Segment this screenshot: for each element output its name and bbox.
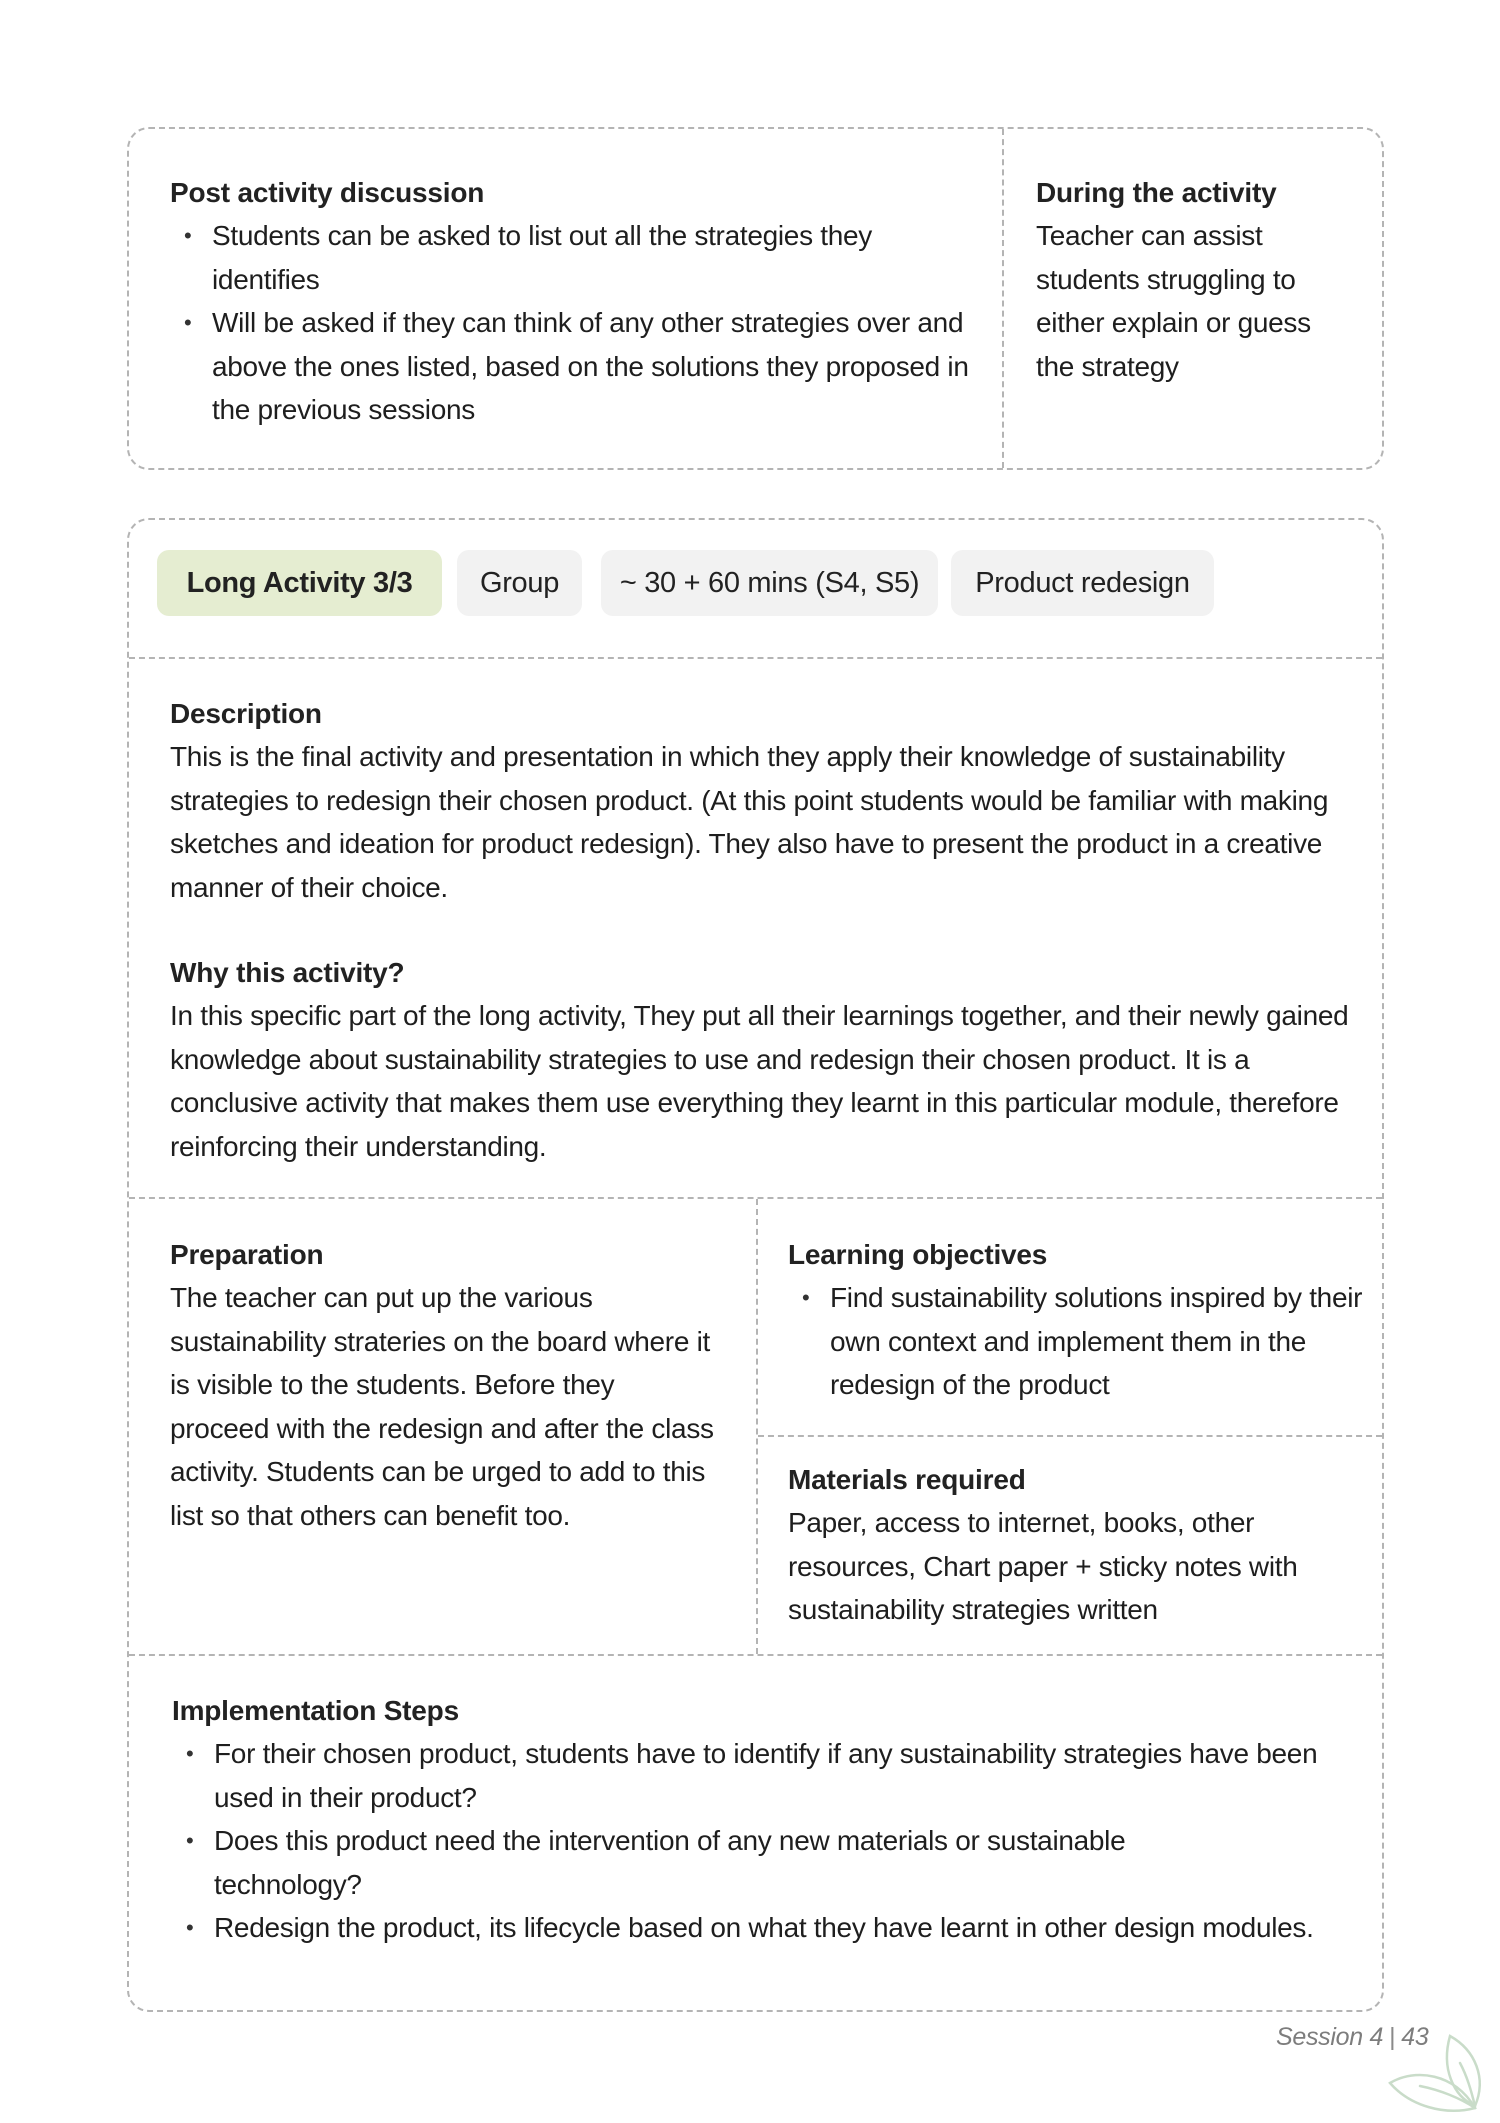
description-heading: Description xyxy=(170,698,322,729)
implementation-heading: Implementation Steps xyxy=(172,1695,459,1726)
leaf-icon xyxy=(1375,2028,1495,2118)
why-text: In this specific part of the long activity, They put all their learnings together, and their newly gained knowledge about sustainability strategies to use and redesign their chosen product. It is a conclusive activity that makes them use everything they learnt in this particular module, therefore reinforcing their understanding. xyxy=(170,1000,1349,1162)
list-item: • Redesign the product, its lifecycle based on what they have learnt in other design modules. xyxy=(172,1906,1314,1950)
topic-tag: Product redesign xyxy=(951,550,1214,616)
post-activity-list xyxy=(170,214,990,432)
implementation-section xyxy=(172,1689,1362,1950)
preparation-heading: Preparation xyxy=(170,1239,324,1270)
post-activity-heading: Post activity discussion xyxy=(170,177,485,208)
list-item: • Does this product need the intervention of any new materials or sustainable technology? xyxy=(172,1819,1234,1906)
list-item: • Will be asked if they can think of any other strategies over and above the ones listed, based on the solutions they proposed in the previous sessions xyxy=(170,301,992,432)
post-activity-section xyxy=(170,171,990,432)
during-activity-heading: During the activity xyxy=(1036,177,1277,208)
list-item: • Find sustainability solutions inspired by their own context and implement them in the redesign of the product xyxy=(788,1276,1368,1407)
during-activity-text: Teacher can assist students struggling to either explain or guess the strategy xyxy=(1036,220,1311,382)
top-box-divider xyxy=(1002,129,1004,468)
description-section xyxy=(170,692,1355,909)
implementation-list xyxy=(172,1732,1362,1950)
implementation-divider xyxy=(129,1654,1382,1656)
learning-objectives-list xyxy=(788,1276,1368,1407)
during-activity-section xyxy=(1036,171,1356,388)
materials-heading: Materials required xyxy=(788,1464,1026,1495)
description-text: This is the final activity and presentation in which they apply their knowledge of sustainability strategies to redesign their chosen product. (At this point students would be familiar with making sketches and ideation for product redesign). They also have to present the product in a creative manner of their choice. xyxy=(170,741,1329,903)
learning-objectives-section xyxy=(788,1233,1368,1407)
preparation-section xyxy=(170,1233,720,1537)
duration-tag: ~ 30 + 60 mins (S4, S5) xyxy=(601,550,938,616)
why-heading: Why this activity? xyxy=(170,957,405,988)
mode-tag: Group xyxy=(457,550,582,616)
why-section xyxy=(170,951,1355,1168)
list-item: • Students can be asked to list out all the strategies they identifies xyxy=(170,214,942,301)
learning-objectives-heading: Learning objectives xyxy=(788,1239,1048,1270)
page-number: 43 xyxy=(1401,2023,1429,2051)
footer-separator: | xyxy=(1389,2023,1396,2051)
tags-divider xyxy=(129,657,1382,659)
objectives-divider xyxy=(758,1435,1382,1437)
preparation-text: The teacher can put up the various sustainability strateries on the board where it is visible to the students. Before they proceed with the redesign and after the class activity. Students can be urged to add to this list so that others can benefit too. xyxy=(170,1282,714,1531)
materials-text: Paper, access to internet, books, other resources, Chart paper + sticky notes with sustainability strategies written xyxy=(788,1507,1298,1625)
session-label: Session 4 xyxy=(1276,2023,1384,2051)
materials-section xyxy=(788,1458,1368,1632)
column-divider xyxy=(756,1199,758,1654)
activity-title-tag: Long Activity 3/3 xyxy=(157,550,442,616)
list-item: • For their chosen product, students have to identify if any sustainability strategies have been used in their product? xyxy=(172,1732,1362,1819)
